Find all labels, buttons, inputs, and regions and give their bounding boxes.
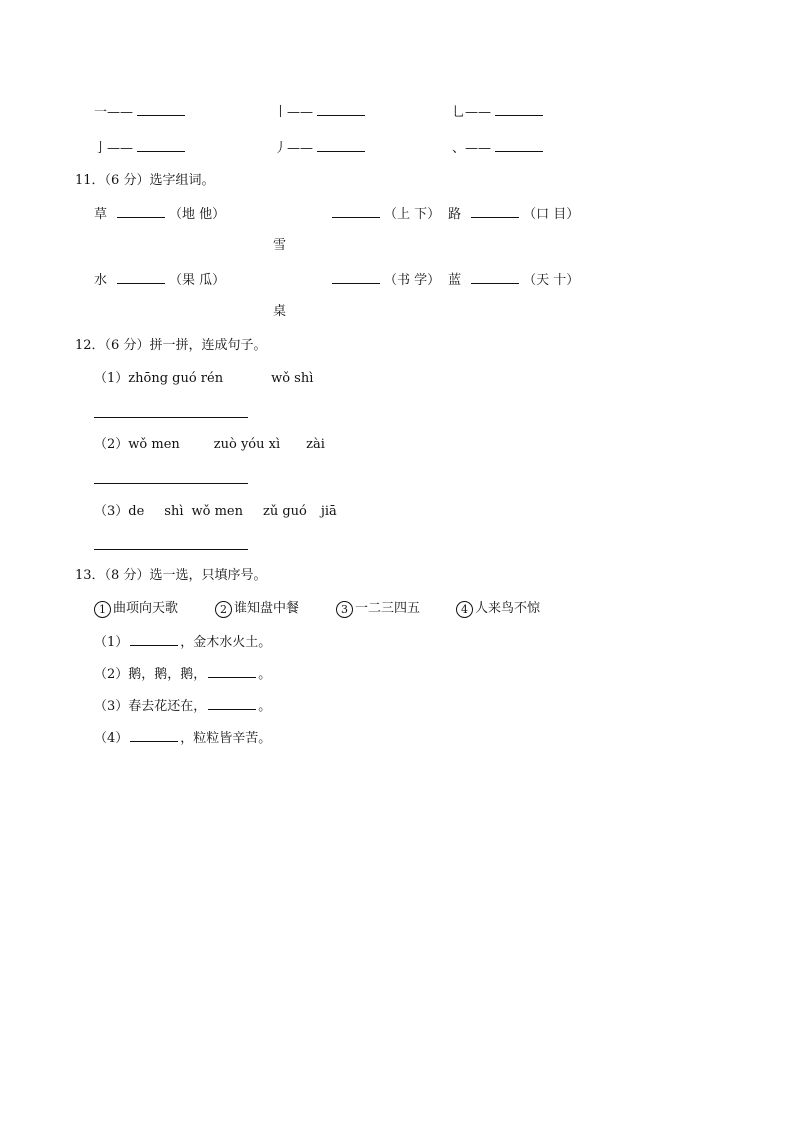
choice-options: （果 瓜） (169, 273, 226, 288)
answer-blank[interactable] (117, 205, 165, 218)
option-text: 曲项向天歌 (113, 601, 179, 616)
choice-options: （书 学） (384, 273, 441, 288)
q12-item-1 (94, 370, 313, 388)
pinyin-part: de (128, 504, 145, 519)
q11-row2-under: 桌 (273, 304, 287, 319)
answer-blank[interactable] (332, 271, 380, 284)
q11-row2-b (332, 271, 579, 290)
stroke-dash: —— (287, 141, 314, 156)
stroke-dash: —— (107, 141, 134, 156)
stroke-dash: —— (465, 141, 492, 156)
answer-blank[interactable] (208, 665, 256, 678)
answer-blank[interactable] (332, 205, 380, 218)
q13-item-1 (94, 633, 271, 652)
item-after: 。 (258, 667, 272, 682)
answer-blank[interactable] (471, 271, 519, 284)
stroke-item-1-1 (94, 103, 189, 122)
answer-blank[interactable] (317, 103, 365, 116)
q13-title: 13．（8 分）选一选，只填序号。 (75, 568, 267, 583)
q13-option-2 (215, 600, 299, 618)
item-number: （2） (94, 437, 129, 452)
q13-item-4 (94, 729, 271, 748)
q13-option-1 (94, 600, 178, 618)
pinyin-part: zài (306, 437, 325, 452)
circled-number-4: 4 (456, 601, 473, 618)
answer-blank[interactable] (117, 271, 165, 284)
choice-options: （天 十） (523, 273, 580, 288)
pinyin-part: zhōng guó rén (128, 371, 224, 386)
q13-option-4 (456, 600, 540, 618)
item-before: 春去花还在， (128, 699, 207, 714)
choice-options: （地 他） (169, 207, 226, 222)
q11-row2-a (94, 271, 225, 290)
sentence-answer-line[interactable] (94, 549, 248, 550)
answer-blank[interactable] (208, 697, 256, 710)
word-char: 路 (448, 207, 462, 222)
circled-number-1: 1 (94, 601, 111, 618)
item-before: 鹅，鹅，鹅， (128, 667, 207, 682)
stroke-item-1-2 (274, 103, 369, 122)
stroke-dash: —— (107, 105, 134, 120)
pinyin-part: wǒ men (191, 504, 243, 519)
stroke-dash: —— (465, 105, 492, 120)
q12-item-3 (94, 503, 337, 521)
item-number: （2） (94, 667, 129, 682)
answer-blank[interactable] (130, 729, 178, 742)
item-after: ，金木水火土。 (180, 635, 272, 650)
circled-number-2: 2 (215, 601, 232, 618)
item-number: （3） (94, 504, 129, 519)
option-text: 一二三四五 (355, 601, 421, 616)
pinyin-part: jiā (320, 504, 337, 519)
circled-number-3: 3 (336, 601, 353, 618)
q11-row1-under: 雪 (273, 238, 287, 253)
stroke-item-2-3 (452, 139, 547, 158)
sentence-answer-line[interactable] (94, 483, 248, 484)
item-after: ，粒粒皆辛苦。 (180, 731, 272, 746)
item-number: （1） (94, 371, 129, 386)
answer-blank[interactable] (137, 139, 185, 152)
item-number: （4） (94, 731, 129, 746)
answer-blank[interactable] (471, 205, 519, 218)
item-number: （1） (94, 635, 129, 650)
answer-blank[interactable] (495, 139, 543, 152)
word-char: 水 (94, 273, 108, 288)
word-char: 蓝 (448, 273, 462, 288)
stroke-glyph: 丨 (274, 105, 288, 120)
sentence-answer-line[interactable] (94, 417, 248, 418)
word-char: 草 (94, 207, 108, 222)
pinyin-part: wǒ men (128, 437, 180, 452)
q12-item-2 (94, 436, 325, 454)
option-text: 人来鸟不惊 (475, 601, 541, 616)
q11-title: 11．（6 分）选字组词。 (75, 173, 215, 188)
stroke-item-2-1 (94, 139, 189, 158)
pinyin-part: zuò yóu xì (213, 437, 281, 452)
q13-option-3 (336, 600, 420, 618)
stroke-item-2-2 (274, 139, 369, 158)
pinyin-part: zǔ guó (262, 504, 307, 519)
stroke-glyph: 一 (94, 105, 108, 120)
pinyin-part: shì (164, 504, 184, 519)
stroke-glyph: 亅 (94, 141, 108, 156)
answer-blank[interactable] (137, 103, 185, 116)
q11-row1-b (332, 205, 579, 224)
q13-item-3 (94, 697, 271, 716)
answer-blank[interactable] (130, 633, 178, 646)
q11-row1-a (94, 205, 225, 224)
q13-item-2 (94, 665, 271, 684)
item-number: （3） (94, 699, 129, 714)
stroke-glyph: 、 (452, 141, 466, 156)
choice-options: （口 目） (523, 207, 580, 222)
item-after: 。 (258, 699, 272, 714)
stroke-glyph: 乚 (452, 105, 466, 120)
stroke-item-1-3 (452, 103, 547, 122)
q12-title: 12．（6 分）拼一拼，连成句子。 (75, 338, 267, 353)
choice-options: （上 下） (384, 207, 441, 222)
answer-blank[interactable] (317, 139, 365, 152)
answer-blank[interactable] (495, 103, 543, 116)
pinyin-part: wǒ shì (271, 371, 314, 386)
stroke-dash: —— (287, 105, 314, 120)
stroke-glyph: 丿 (274, 141, 288, 156)
option-text: 谁知盘中餐 (234, 601, 300, 616)
